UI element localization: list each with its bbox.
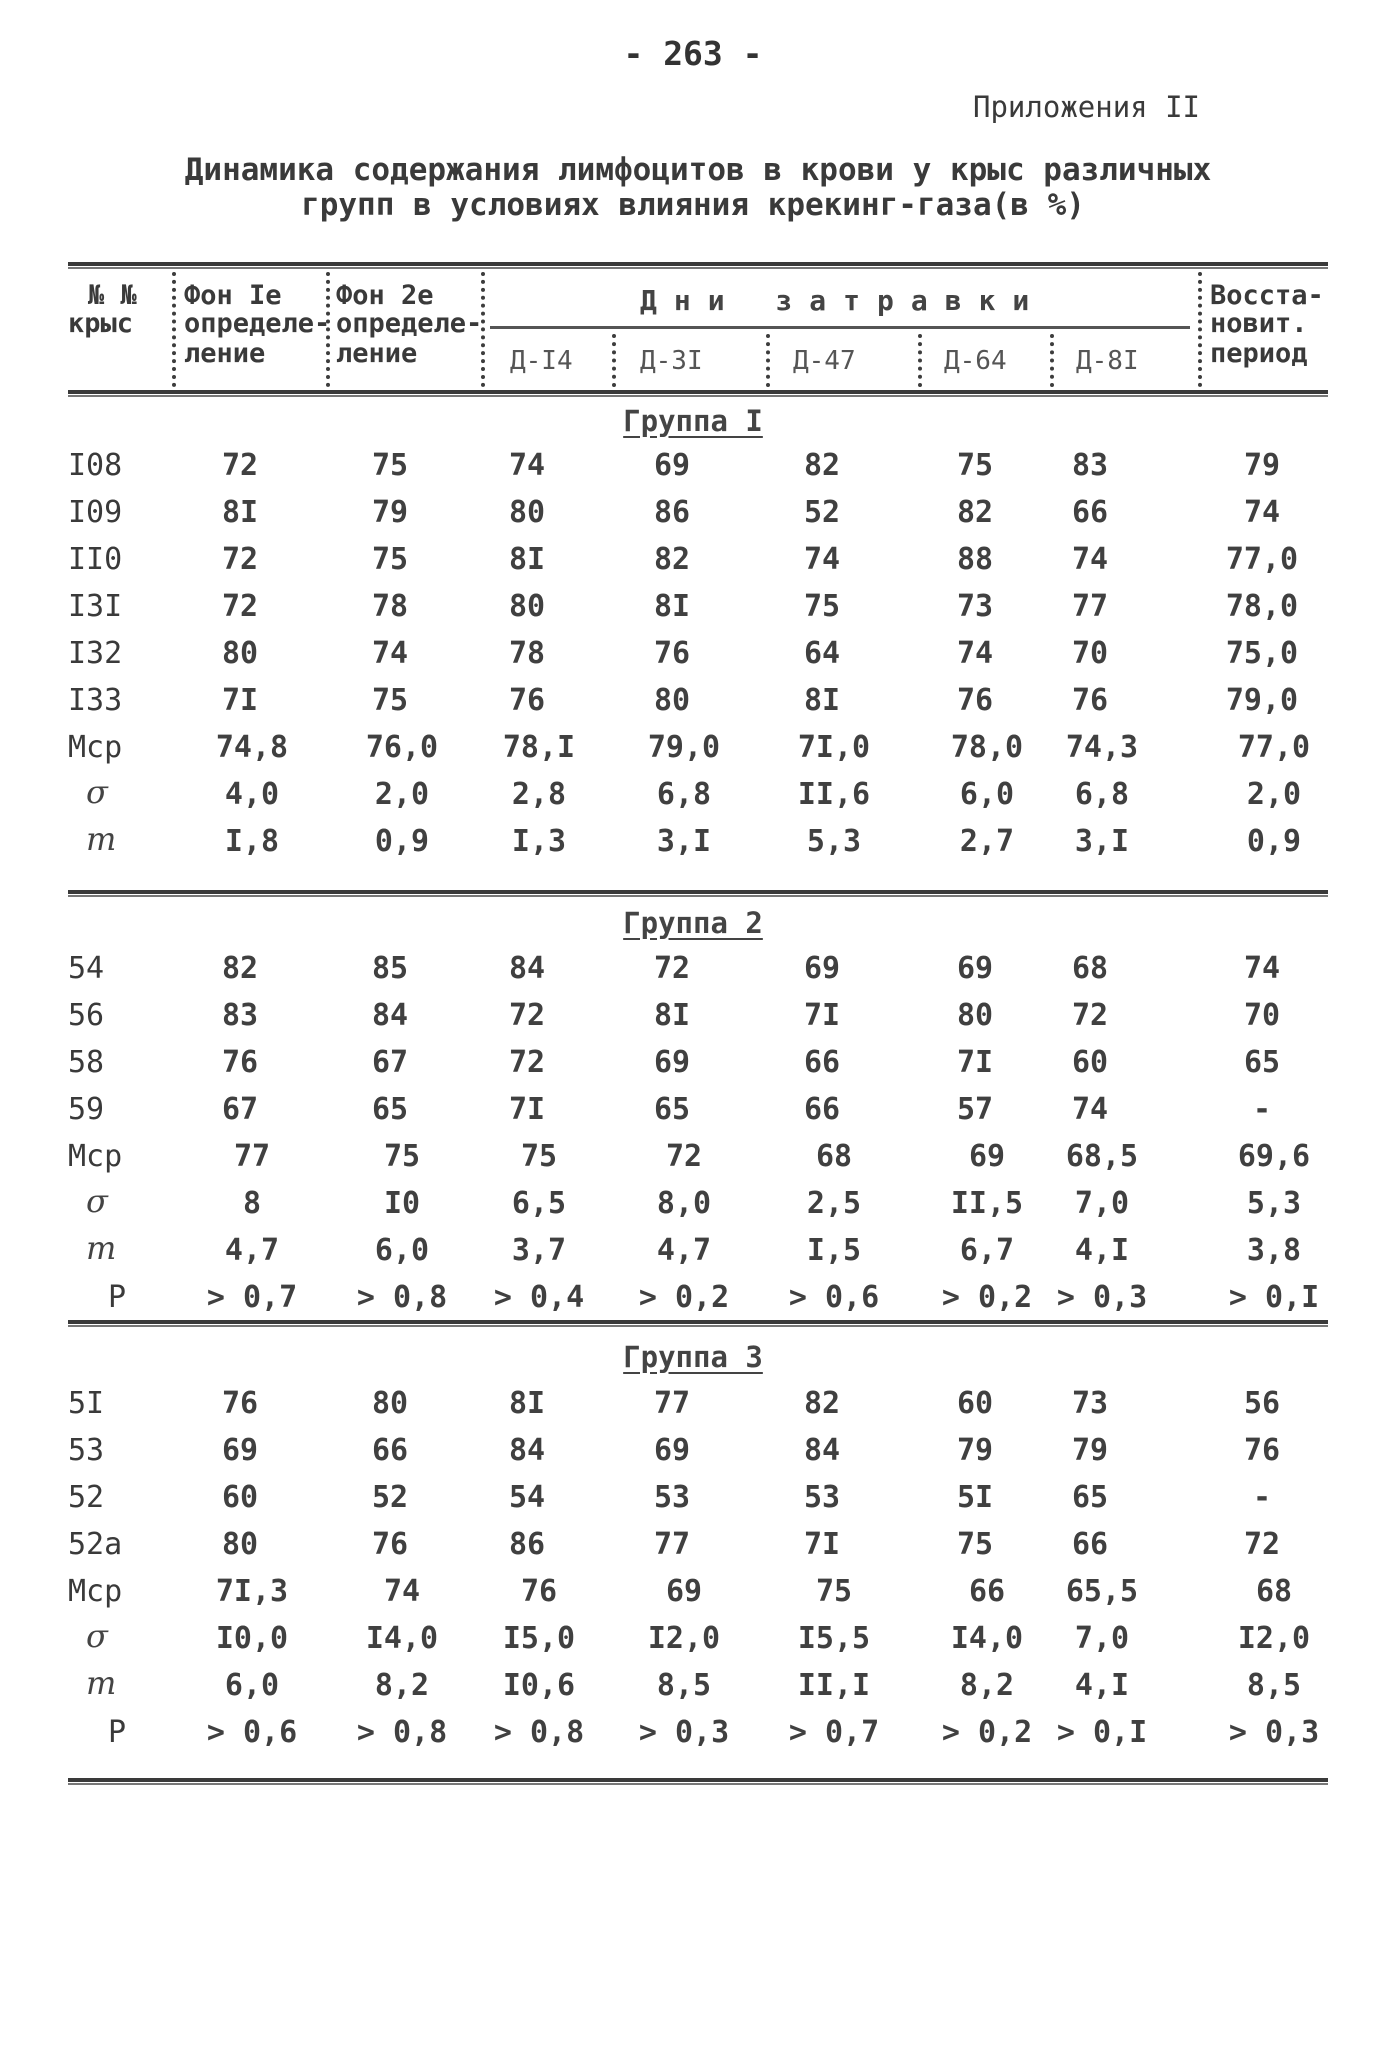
stat-cell: 75 <box>383 1139 421 1174</box>
header-recovery-line1: Восста- <box>1210 280 1324 311</box>
stat-cell: 68,5 <box>1065 1139 1139 1174</box>
header-days-label: Дни затравки <box>640 284 1047 317</box>
stat-cell: I5,0 <box>502 1621 576 1656</box>
rat-id: 52а <box>68 1527 123 1562</box>
table-cell: 65 <box>371 1092 409 1127</box>
table-cell: 66 <box>1071 1527 1109 1562</box>
rat-id: I09 <box>68 495 123 530</box>
stat-cell: > 0,4 <box>493 1280 585 1315</box>
table-cell: 76 <box>221 1045 259 1080</box>
sigma-symbol: σ <box>86 773 108 811</box>
table-cell: 65 <box>1243 1045 1281 1080</box>
sigma-symbol: σ <box>86 1617 108 1655</box>
stat-cell: 65,5 <box>1065 1574 1139 1609</box>
stat-cell: 7I,0 <box>797 730 871 765</box>
table-cell: 73 <box>956 589 994 624</box>
stat-cell: 2,7 <box>959 824 1015 859</box>
header-divider <box>1198 272 1202 387</box>
rat-id: I33 <box>68 683 123 718</box>
stat-cell: 8,2 <box>959 1668 1015 1703</box>
table-cell: 76 <box>653 636 691 671</box>
table-cell: 85 <box>371 951 409 986</box>
stat-cell: 8,5 <box>1246 1668 1302 1703</box>
table-cell: 75,0 <box>1225 636 1299 671</box>
stat-cell: 6,0 <box>374 1233 430 1268</box>
table-cell: 72 <box>221 448 259 483</box>
rat-id: 53 <box>68 1433 105 1468</box>
table-cell: - <box>1252 1092 1272 1127</box>
table-cell: 79 <box>371 495 409 530</box>
table-cell: 56 <box>1243 1386 1281 1421</box>
stat-cell: I2,0 <box>1237 1621 1311 1656</box>
stat-cell: 69 <box>665 1574 703 1609</box>
table-cell: 76 <box>1071 683 1109 718</box>
stat-cell: 6,8 <box>1074 777 1130 812</box>
header-bg1-line2: определе- <box>184 308 331 339</box>
table-cell: 67 <box>221 1092 259 1127</box>
stat-cell: II,6 <box>797 777 871 812</box>
header-recovery-line3: период <box>1210 338 1308 369</box>
header-bg2-line1: Фон 2е <box>336 280 434 311</box>
stat-cell: 6,0 <box>959 777 1015 812</box>
stat-cell: > 0,I <box>1056 1715 1148 1750</box>
table-cell: 72 <box>653 951 691 986</box>
stat-cell: I0,6 <box>502 1668 576 1703</box>
header-divider <box>326 272 330 387</box>
table-cell: 70 <box>1243 998 1281 1033</box>
group-separator-rule <box>68 890 1328 897</box>
stat-cell: 8,0 <box>656 1186 712 1221</box>
table-cell: 74 <box>1071 1092 1109 1127</box>
stat-cell: 4,0 <box>224 777 280 812</box>
stat-cell: 75 <box>520 1139 558 1174</box>
table-cell: 80 <box>371 1386 409 1421</box>
stat-label: Мср <box>68 730 123 765</box>
table-cell: 64 <box>803 636 841 671</box>
stat-cell: I4,0 <box>950 1621 1024 1656</box>
header-divider <box>918 334 922 387</box>
table-cell: 83 <box>1071 448 1109 483</box>
stat-cell: 4,7 <box>656 1233 712 1268</box>
stat-cell: 2,8 <box>511 777 567 812</box>
stat-cell: 2,0 <box>1246 777 1302 812</box>
table-cell: 8I <box>221 495 259 530</box>
stat-cell: 4,I <box>1074 1668 1130 1703</box>
table-cell: - <box>1252 1480 1272 1515</box>
stat-cell: 8 <box>242 1186 262 1221</box>
stat-cell: 7I,3 <box>215 1574 289 1609</box>
table-cell: 79 <box>1071 1433 1109 1468</box>
stat-cell: 0,9 <box>1246 824 1302 859</box>
stat-cell: 5,3 <box>1246 1186 1302 1221</box>
header-divider <box>481 272 485 387</box>
header-divider <box>612 334 616 387</box>
table-cell: 74 <box>803 542 841 577</box>
table-cell: 69 <box>653 1045 691 1080</box>
table-cell: 5I <box>956 1480 994 1515</box>
table-cell: 84 <box>508 1433 546 1468</box>
stat-cell: > 0,2 <box>638 1280 730 1315</box>
table-cell: 60 <box>221 1480 259 1515</box>
table-cell: 80 <box>956 998 994 1033</box>
table-cell: 66 <box>803 1092 841 1127</box>
stat-cell: > 0,8 <box>356 1280 448 1315</box>
stat-cell: > 0,2 <box>941 1280 1033 1315</box>
table-cell: 74 <box>508 448 546 483</box>
stat-cell: I,5 <box>806 1233 862 1268</box>
table-cell: 69 <box>653 448 691 483</box>
stat-label: P <box>108 1280 127 1315</box>
table-cell: 80 <box>508 589 546 624</box>
stat-cell: 3,I <box>1074 824 1130 859</box>
rat-id: 52 <box>68 1480 105 1515</box>
table-cell: 76 <box>956 683 994 718</box>
table-cell: 79 <box>956 1433 994 1468</box>
header-rat-no: № № <box>88 280 137 311</box>
table-cell: 73 <box>1071 1386 1109 1421</box>
stat-cell: > 0,8 <box>493 1715 585 1750</box>
stat-cell: 76,0 <box>365 730 439 765</box>
header-divider <box>172 272 176 387</box>
table-cell: 82 <box>653 542 691 577</box>
table-cell: 88 <box>956 542 994 577</box>
stat-cell: > 0,8 <box>356 1715 448 1750</box>
table-cell: 82 <box>803 1386 841 1421</box>
stat-cell: I,8 <box>224 824 280 859</box>
rat-id: I3I <box>68 589 123 624</box>
stat-cell: 6,5 <box>511 1186 567 1221</box>
table-cell: 78,0 <box>1225 589 1299 624</box>
stat-label: Мср <box>68 1139 123 1174</box>
table-cell: 54 <box>508 1480 546 1515</box>
table-cell: 80 <box>221 1527 259 1562</box>
header-day-col: Д-64 <box>944 346 1007 376</box>
table-cell: 80 <box>508 495 546 530</box>
stat-cell: 74,8 <box>215 730 289 765</box>
table-cell: 75 <box>956 1527 994 1562</box>
table-cell: 60 <box>956 1386 994 1421</box>
stat-cell: I4,0 <box>365 1621 439 1656</box>
table-cell: 82 <box>803 448 841 483</box>
stat-cell: 69 <box>968 1139 1006 1174</box>
stat-cell: 78,I <box>502 730 576 765</box>
stat-cell: 3,8 <box>1246 1233 1302 1268</box>
stat-cell: I0,0 <box>215 1621 289 1656</box>
stat-cell: > 0,7 <box>788 1715 880 1750</box>
table-cell: 69 <box>221 1433 259 1468</box>
stat-cell: 0,9 <box>374 824 430 859</box>
table-cell: 76 <box>1243 1433 1281 1468</box>
table-cell: 70 <box>1071 636 1109 671</box>
stat-cell: 79,0 <box>647 730 721 765</box>
table-cell: 79 <box>1243 448 1281 483</box>
stat-cell: 6,8 <box>656 777 712 812</box>
table-cell: 74 <box>1243 951 1281 986</box>
stat-cell: 72 <box>665 1139 703 1174</box>
table-cell: 72 <box>221 589 259 624</box>
header-day-col: Д-3I <box>640 346 703 376</box>
stat-cell: II,5 <box>950 1186 1024 1221</box>
rat-id: 54 <box>68 951 105 986</box>
table-title-line-2: групп в условиях влияния крекинг-газа(в %) <box>301 187 1085 223</box>
header-day-col: Д-47 <box>793 346 856 376</box>
table-top-rule <box>68 262 1328 269</box>
group-separator-rule <box>68 1320 1328 1327</box>
header-rat-label: крыс <box>68 308 134 339</box>
stat-cell: 74 <box>383 1574 421 1609</box>
table-cell: 75 <box>803 589 841 624</box>
group-title: Группа 2 <box>623 906 763 940</box>
table-cell: 72 <box>1243 1527 1281 1562</box>
stat-cell: 5,3 <box>806 824 862 859</box>
stat-cell: > 0,3 <box>638 1715 730 1750</box>
table-cell: 77 <box>653 1527 691 1562</box>
table-cell: 75 <box>371 448 409 483</box>
table-cell: 79,0 <box>1225 683 1299 718</box>
table-cell: 53 <box>653 1480 691 1515</box>
m-symbol: m <box>86 1664 117 1702</box>
table-cell: 76 <box>221 1386 259 1421</box>
table-cell: 86 <box>508 1527 546 1562</box>
stat-cell: 66 <box>968 1574 1006 1609</box>
stat-label: Мср <box>68 1574 123 1609</box>
table-cell: 8I <box>508 542 546 577</box>
stat-cell: 76 <box>520 1574 558 1609</box>
group-title: Группа 3 <box>623 1340 763 1374</box>
table-title-line-1: Динамика содержания лимфоцитов в крови у крыс различных <box>184 152 1212 188</box>
table-cell: 60 <box>1071 1045 1109 1080</box>
appendix-label: Приложения II <box>973 90 1200 124</box>
header-day-col: Д-8I <box>1076 346 1139 376</box>
header-bg1-line1: Фон Iе <box>184 280 282 311</box>
table-cell: 72 <box>508 1045 546 1080</box>
table-cell: 69 <box>803 951 841 986</box>
stat-cell: > 0,6 <box>206 1715 298 1750</box>
table-cell: 75 <box>371 683 409 718</box>
stat-label: P <box>108 1715 127 1750</box>
header-bg2-line3: ление <box>336 338 418 369</box>
table-cell: 8I <box>803 683 841 718</box>
stat-cell: 8,5 <box>656 1668 712 1703</box>
table-cell: 74 <box>956 636 994 671</box>
rat-id: 5I <box>68 1386 105 1421</box>
table-cell: 77,0 <box>1225 542 1299 577</box>
table-cell: 77 <box>1071 589 1109 624</box>
stat-cell: 6,7 <box>959 1233 1015 1268</box>
stat-cell: 3,7 <box>511 1233 567 1268</box>
table-cell: 69 <box>653 1433 691 1468</box>
stat-cell: I2,0 <box>647 1621 721 1656</box>
stat-cell: 75 <box>815 1574 853 1609</box>
header-bg1-line3: ление <box>184 338 266 369</box>
table-cell: 75 <box>956 448 994 483</box>
table-cell: 72 <box>221 542 259 577</box>
header-divider <box>1050 334 1054 387</box>
sigma-symbol: σ <box>86 1182 108 1220</box>
stat-cell: 4,I <box>1074 1233 1130 1268</box>
stat-cell: I5,5 <box>797 1621 871 1656</box>
table-cell: 8I <box>653 589 691 624</box>
table-cell: 69 <box>956 951 994 986</box>
table-cell: 8I <box>508 1386 546 1421</box>
stat-cell: > 0,3 <box>1056 1280 1148 1315</box>
stat-cell: I,3 <box>511 824 567 859</box>
stat-cell: 74,3 <box>1065 730 1139 765</box>
table-cell: 76 <box>508 683 546 718</box>
group-separator-rule <box>68 1778 1328 1785</box>
stat-cell: 4,7 <box>224 1233 280 1268</box>
rat-id: 59 <box>68 1092 105 1127</box>
table-cell: 76 <box>371 1527 409 1562</box>
table-cell: 7I <box>956 1045 994 1080</box>
header-bg2-line2: определе- <box>336 308 483 339</box>
stat-cell: 78,0 <box>950 730 1024 765</box>
stat-cell: > 0,3 <box>1228 1715 1320 1750</box>
table-cell: 75 <box>371 542 409 577</box>
stat-cell: > 0,2 <box>941 1715 1033 1750</box>
table-cell: 74 <box>1243 495 1281 530</box>
header-bottom-rule <box>68 390 1328 397</box>
table-cell: 84 <box>508 951 546 986</box>
stat-cell: I0 <box>383 1186 421 1221</box>
stat-cell: > 0,7 <box>206 1280 298 1315</box>
table-cell: 65 <box>1071 1480 1109 1515</box>
rat-id: I32 <box>68 636 123 671</box>
table-cell: 52 <box>803 495 841 530</box>
table-cell: 52 <box>371 1480 409 1515</box>
m-symbol: m <box>86 1229 117 1267</box>
stat-cell: 7,0 <box>1074 1621 1130 1656</box>
table-cell: 68 <box>1071 951 1109 986</box>
header-divider <box>766 334 770 387</box>
table-cell: 84 <box>803 1433 841 1468</box>
header-day-col: Д-I4 <box>510 346 573 376</box>
table-cell: 7I <box>221 683 259 718</box>
table-cell: 53 <box>803 1480 841 1515</box>
table-cell: 72 <box>508 998 546 1033</box>
stat-cell: 68 <box>1255 1574 1293 1609</box>
table-cell: 74 <box>371 636 409 671</box>
stat-cell: > 0,I <box>1228 1280 1320 1315</box>
stat-cell: > 0,6 <box>788 1280 880 1315</box>
rat-id: 56 <box>68 998 105 1033</box>
table-cell: 66 <box>803 1045 841 1080</box>
stat-cell: 8,2 <box>374 1668 430 1703</box>
table-cell: 77 <box>653 1386 691 1421</box>
stat-cell: 6,0 <box>224 1668 280 1703</box>
table-cell: 82 <box>956 495 994 530</box>
rat-id: II0 <box>68 542 123 577</box>
table-cell: 66 <box>1071 495 1109 530</box>
table-cell: 78 <box>371 589 409 624</box>
stat-cell: 69,6 <box>1237 1139 1311 1174</box>
table-cell: 66 <box>371 1433 409 1468</box>
m-symbol: m <box>86 820 117 858</box>
table-cell: 7I <box>803 1527 841 1562</box>
header-days-underline <box>490 326 1190 329</box>
table-cell: 83 <box>221 998 259 1033</box>
stat-cell: 3,I <box>656 824 712 859</box>
table-cell: 8I <box>653 998 691 1033</box>
header-recovery-line2: новит. <box>1210 308 1308 339</box>
page-number: - 263 - <box>623 34 763 73</box>
stat-cell: 2,0 <box>374 777 430 812</box>
table-cell: 7I <box>508 1092 546 1127</box>
stat-cell: 77 <box>233 1139 271 1174</box>
table-cell: 67 <box>371 1045 409 1080</box>
table-cell: 78 <box>508 636 546 671</box>
rat-id: I08 <box>68 448 123 483</box>
table-cell: 82 <box>221 951 259 986</box>
table-cell: 80 <box>221 636 259 671</box>
table-cell: 80 <box>653 683 691 718</box>
table-cell: 72 <box>1071 998 1109 1033</box>
stat-cell: 2,5 <box>806 1186 862 1221</box>
table-cell: 74 <box>1071 542 1109 577</box>
table-cell: 65 <box>653 1092 691 1127</box>
stat-cell: II,I <box>797 1668 871 1703</box>
table-cell: 86 <box>653 495 691 530</box>
rat-id: 58 <box>68 1045 105 1080</box>
table-cell: 7I <box>803 998 841 1033</box>
group-title: Группа I <box>623 404 763 438</box>
table-cell: 84 <box>371 998 409 1033</box>
stat-cell: 77,0 <box>1237 730 1311 765</box>
stat-cell: 68 <box>815 1139 853 1174</box>
stat-cell: 7,0 <box>1074 1186 1130 1221</box>
table-cell: 57 <box>956 1092 994 1127</box>
